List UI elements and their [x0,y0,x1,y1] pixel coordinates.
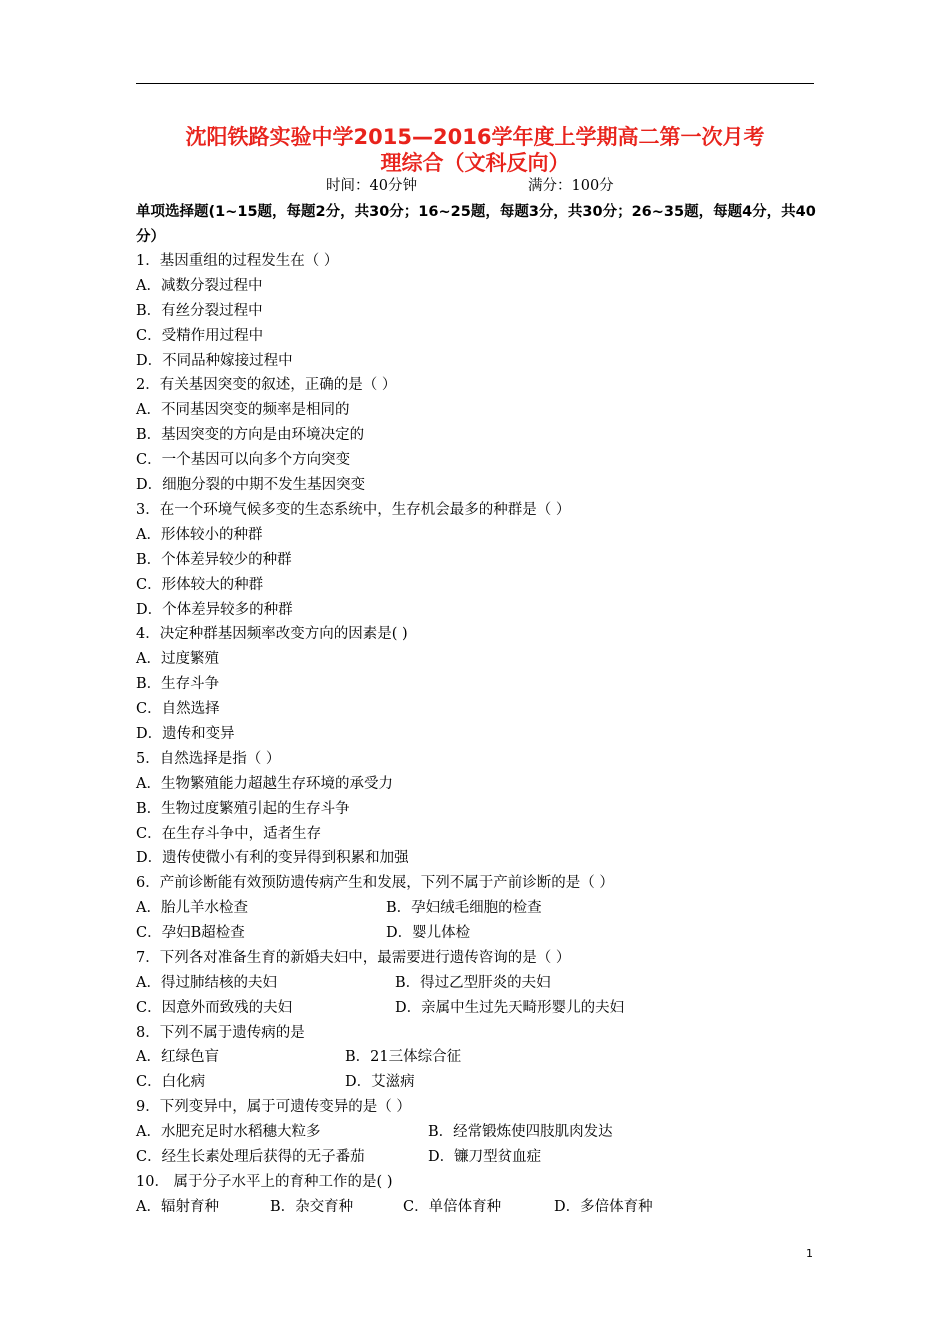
option: D．艾滋病 [345,1074,415,1090]
exam-title: 沈阳铁路实验中学2015—2016学年度上学期高二第一次月考 [185,125,765,149]
option: B．21三体综合征 [345,1049,462,1065]
option: A．过度繁殖 [136,651,219,667]
option: B．孕妇绒毛细胞的检查 [386,900,542,916]
option: C．经生长素处理后获得的无子番茄 [136,1149,365,1165]
option: D．亲属中生过先天畸形婴儿的夫妇 [395,1000,625,1016]
question-stem: 5．自然选择是指（ ） [136,751,281,767]
exam-subtitle: 理综合（文科反向） [380,151,570,175]
option: C．因意外而致残的夫妇 [136,1000,293,1016]
question-stem: 9．下列变异中，属于可遗传变异的是（ ） [136,1099,411,1115]
header-rule [136,83,814,84]
option: A．红绿色盲 [136,1049,219,1065]
option: A．不同基因突变的频率是相同的 [136,402,350,418]
question-stem: 3．在一个环境气候多变的生态系统中，生存机会最多的种群是（ ） [136,502,571,518]
option: D．遗传使微小有利的变异得到积累和加强 [136,850,409,866]
option: D．遗传和变异 [136,726,235,742]
option: C．白化病 [136,1074,206,1090]
option: A．形体较小的种群 [136,527,263,543]
option: B．得过乙型肝炎的夫妇 [395,975,551,991]
option: B．经常锻炼使四肢肌肉发达 [428,1124,613,1140]
option: B．杂交育种 [270,1199,354,1215]
option: D．镰刀型贫血症 [428,1149,542,1165]
option: A．水肥充足时水稻穗大粒多 [136,1124,321,1140]
option: B．生物过度繁殖引起的生存斗争 [136,801,350,817]
option: C．自然选择 [136,701,220,717]
question-stem: 6．产前诊断能有效预防遗传病产生和发展，下列不属于产前诊断的是（ ） [136,875,614,891]
question-stem: 8．下列不属于遗传病的是 [136,1025,305,1041]
option: A．减数分裂过程中 [136,278,263,294]
option: D．细胞分裂的中期不发生基因突变 [136,477,366,493]
option: C．受精作用过程中 [136,328,264,344]
option: D．婴儿体检 [386,925,471,941]
question-stem: 10． 属于分子水平上的育种工作的是( ) [136,1174,393,1190]
option: A．胎儿羊水检查 [136,900,248,916]
question-stem: 2．有关基因突变的叙述，正确的是（ ） [136,377,397,393]
option: B．基因突变的方向是由环境决定的 [136,427,365,443]
section-title: 单项选择题(1~15题，每题2分，共30分；16~25题，每题3分，共30分；26~35题，每题4分，共40分） [136,204,816,245]
option: B．有丝分裂过程中 [136,303,263,319]
option: A．得过肺结核的夫妇 [136,975,277,991]
question-stem: 4．决定种群基因频率改变方向的因素是( ) [136,626,408,642]
option: C．形体较大的种群 [136,577,264,593]
option: C．一个基因可以向多个方向突变 [136,452,351,468]
question-stem: 7．下列各对准备生育的新婚夫妇中，最需要进行遗传咨询的是（ ） [136,950,571,966]
option: C．孕妇B超检查 [136,925,245,941]
option: D．不同品种嫁接过程中 [136,353,293,369]
option: B．生存斗争 [136,676,220,692]
option: A．辐射育种 [136,1199,219,1215]
exam-time: 时间：40分钟 [326,178,417,194]
page-number: 1 [806,1247,813,1260]
option: C．单倍体育种 [403,1199,502,1215]
option: C．在生存斗争中，适者生存 [136,826,322,842]
exam-score: 满分：100分 [528,178,614,194]
option: A．生物繁殖能力超越生存环境的承受力 [136,776,393,792]
question-stem: 1．基因重组的过程发生在（ ） [136,253,339,269]
option: B．个体差异较少的种群 [136,552,292,568]
option: D．个体差异较多的种群 [136,602,293,618]
option: D．多倍体育种 [554,1199,653,1215]
